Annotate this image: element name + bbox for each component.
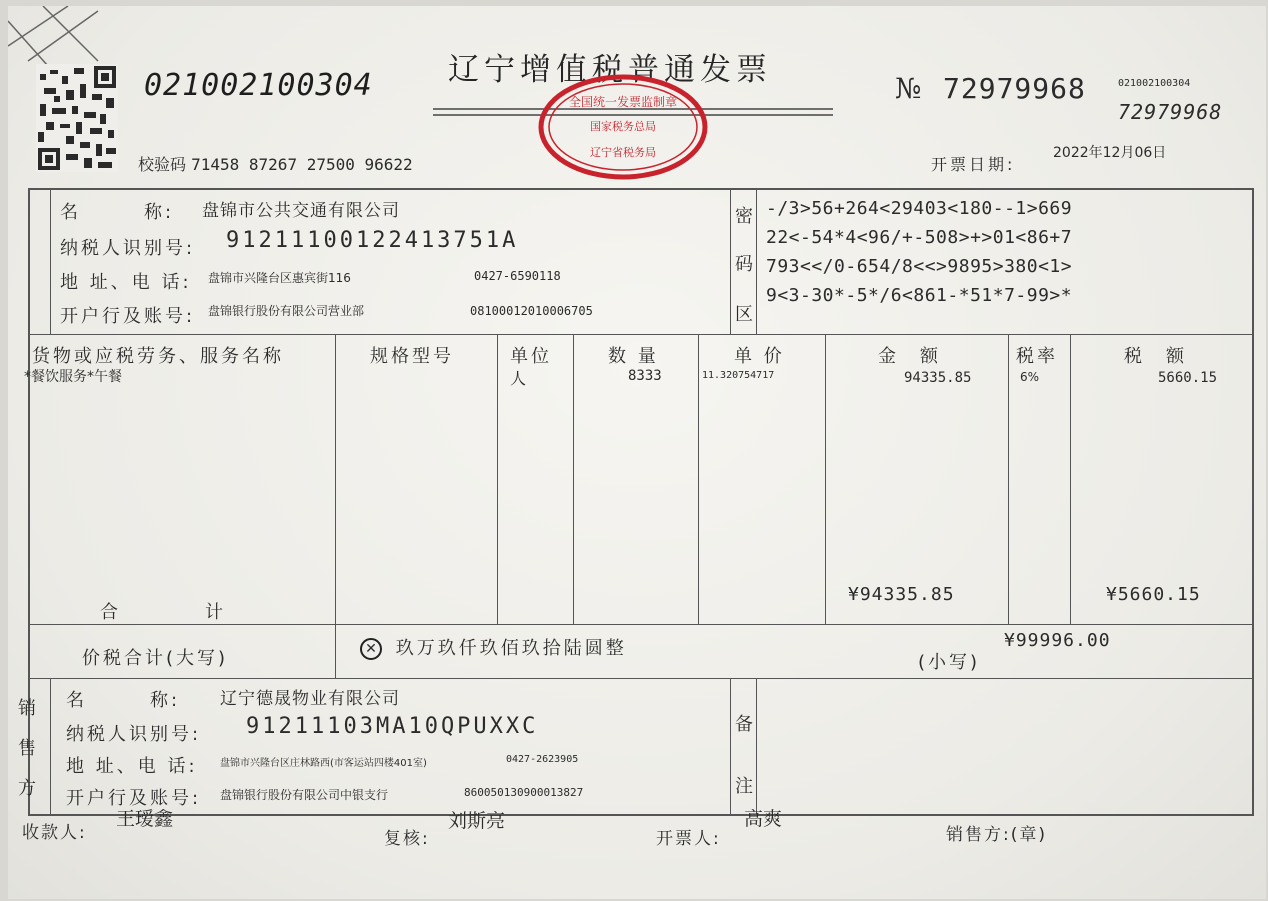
invoice-number-small: 72979968 bbox=[1118, 100, 1223, 124]
col-divider-tax bbox=[1070, 334, 1071, 624]
col-divider-unit bbox=[497, 334, 498, 624]
check-code bbox=[138, 152, 413, 175]
seller-name-label: 名 称: bbox=[66, 690, 181, 711]
invoice-code-small: 021002100304 bbox=[1118, 78, 1191, 89]
seal-top-text: 全国统一发票监制章 bbox=[568, 95, 678, 109]
review-label: 复核: bbox=[384, 829, 430, 849]
total-label: 合 计 bbox=[100, 602, 226, 623]
invoice-number-label: № bbox=[895, 72, 922, 105]
buyer-tax-id: 91211100122413751A bbox=[226, 228, 519, 253]
header-unit: 单位 bbox=[510, 346, 552, 367]
cipher-line-2: 22<-54*4<96/+-508>+>01<86+7 bbox=[766, 227, 1073, 248]
item-tax: 5660.15 bbox=[1158, 370, 1218, 386]
drawer-name: 高爽 bbox=[744, 808, 783, 830]
buyer-name: 盘锦市公共交通有限公司 bbox=[202, 201, 400, 221]
seller-address: 盘锦市兴隆台区庄林路西(市客运站四楼401室) bbox=[220, 758, 427, 769]
total-tax: ¥5660.15 bbox=[1106, 584, 1201, 605]
seller-side-label-3: 方 bbox=[18, 778, 39, 799]
remarks-label-1: 备 bbox=[735, 714, 756, 735]
seller-side-label-1: 销 bbox=[18, 698, 39, 719]
col-divider-price bbox=[698, 334, 699, 624]
col-divider-qty bbox=[573, 334, 574, 624]
cipher-label-1: 密 bbox=[735, 206, 756, 227]
cipher-label-3: 区 bbox=[735, 304, 756, 325]
header-spec: 规格型号 bbox=[370, 346, 454, 367]
header-qty: 数 量 bbox=[608, 346, 659, 367]
grand-total-words: 玖万玖仟玖佰玖拾陆圆整 bbox=[395, 638, 627, 659]
seller-side-label-2: 售 bbox=[18, 738, 39, 759]
total-separator bbox=[30, 624, 1254, 625]
drawer-label: 开票人: bbox=[656, 829, 721, 849]
review-name: 刘斯亮 bbox=[448, 810, 506, 832]
item-name: *餐饮服务*午餐 bbox=[24, 369, 122, 385]
item-amount: 94335.85 bbox=[904, 370, 972, 386]
seller-bank: 盘锦银行股份有限公司中银支行 bbox=[220, 788, 389, 802]
buyer-address-label: 地 址、电 话: bbox=[60, 272, 192, 293]
grand-total-small-label: (小写) bbox=[918, 652, 981, 673]
buyer-bank-label: 开户行及账号: bbox=[60, 306, 196, 327]
header-tax: 税 额 bbox=[1124, 346, 1187, 367]
seller-bank-label: 开户行及账号: bbox=[66, 788, 202, 809]
item-unit: 人 bbox=[510, 369, 527, 388]
header-rate: 税率 bbox=[1016, 346, 1058, 367]
remarks-divider-right bbox=[756, 678, 757, 816]
col-divider-rate bbox=[1008, 334, 1009, 624]
buyer-address: 盘锦市兴隆台区惠宾街116 bbox=[208, 271, 351, 285]
item-rate: 6% bbox=[1020, 370, 1040, 384]
cipher-line-1: -/3>56+264<29403<180--1>669 bbox=[766, 198, 1073, 219]
grand-total-divider bbox=[335, 624, 336, 678]
payee-label: 收款人: bbox=[22, 823, 87, 843]
payee-name: 王瑷鑫 bbox=[116, 808, 174, 830]
header-amount: 金 额 bbox=[878, 346, 941, 367]
seller-tax-id-label: 纳税人识别号: bbox=[66, 724, 202, 745]
buyer-phone: 0427-6590118 bbox=[474, 269, 561, 283]
seller-tax-id: 91211103MA10QPUXXC bbox=[246, 714, 539, 739]
cipher-divider-left bbox=[730, 190, 731, 334]
header-item-name: 货物或应税劳务、服务名称 bbox=[32, 346, 284, 367]
cipher-divider-right bbox=[756, 190, 757, 334]
grand-total-words-row bbox=[360, 634, 627, 660]
seal-bottom-text: 辽宁省税务局 bbox=[590, 146, 656, 159]
issue-date: 2022年12月06日 bbox=[1053, 145, 1167, 161]
invoice-title: 辽宁增值税普通发票 bbox=[448, 52, 772, 88]
cipher-line-4: 9<3-30*-5*/6<861-*51*7-99>* bbox=[766, 285, 1073, 306]
grand-total-value: ¥99996.00 bbox=[1004, 630, 1111, 651]
buyer-name-label: 名 称: bbox=[60, 202, 175, 223]
invoice-table bbox=[18, 188, 1254, 816]
issue-date-label: 开票日期: bbox=[931, 155, 1016, 174]
cipher-label-2: 码 bbox=[735, 254, 756, 275]
item-qty: 8333 bbox=[628, 368, 662, 384]
buyer-bank: 盘锦银行股份有限公司营业部 bbox=[208, 304, 365, 318]
seller-separator bbox=[30, 678, 1254, 679]
total-amount: ¥94335.85 bbox=[848, 584, 955, 605]
buyer-tax-id-label: 纳税人识别号: bbox=[60, 238, 196, 259]
qr-code bbox=[36, 64, 118, 172]
seller-address-label: 地 址、电 话: bbox=[66, 756, 198, 777]
cipher-line-3: 793<</0-654/8<<>9895>380<1> bbox=[766, 256, 1073, 277]
grand-total-label: 价税合计(大写) bbox=[82, 648, 229, 669]
seller-phone: 0427-2623905 bbox=[506, 754, 579, 765]
remarks-label-2: 注 bbox=[735, 776, 756, 797]
invoice-code: 021002100304 bbox=[144, 68, 373, 103]
seal-middle-text: 国家税务总局 bbox=[590, 120, 656, 133]
remarks-divider-left bbox=[730, 678, 731, 816]
seller-side-divider bbox=[50, 678, 51, 816]
col-divider-amount bbox=[825, 334, 826, 624]
buyer-account: 08100012010006705 bbox=[470, 304, 593, 318]
col-divider-spec bbox=[335, 334, 336, 624]
invoice-number: 72979968 bbox=[943, 72, 1086, 105]
tax-bureau-seal bbox=[536, 72, 711, 182]
seller-name: 辽宁德晟物业有限公司 bbox=[220, 689, 400, 709]
seller-stamp-label: 销售方:(章) bbox=[946, 825, 1047, 845]
circle-x-icon: ✕ bbox=[360, 638, 382, 660]
check-code-value: 71458 87267 27500 96622 bbox=[191, 155, 413, 174]
header-price: 单 价 bbox=[734, 346, 785, 367]
check-code-label: 校验码 bbox=[138, 155, 187, 174]
item-price: 11.320754717 bbox=[702, 370, 775, 381]
invoice-paper bbox=[8, 6, 1266, 899]
buyer-side-divider bbox=[50, 190, 51, 334]
seller-account: 860050130900013827 bbox=[464, 786, 584, 799]
